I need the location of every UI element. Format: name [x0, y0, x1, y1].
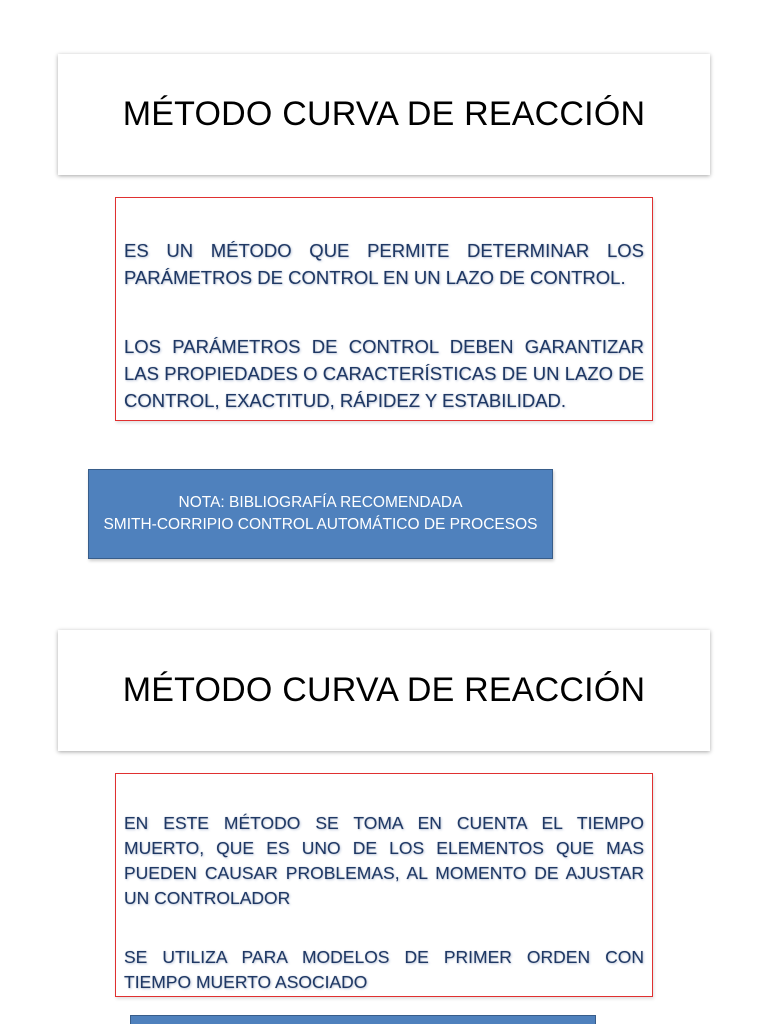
slide-1-text-box — [115, 197, 653, 421]
slide-1-paragraph-2: LOS PARÁMETROS DE CONTROL DEBEN GARANTIZAR LAS PROPIEDADES O CARACTERÍSTICAS DE UN LAZO DE CONTROL, EXACTITUD, RÁPIDEZ Y ESTABILIDAD. — [124, 336, 644, 411]
slide-2-title: MÉTODO CURVA DE REACCIÓN — [122, 671, 646, 709]
slide-2-title-box — [58, 630, 710, 751]
slide-2-paragraph-1: EN ESTE MÉTODO SE TOMA EN CUENTA EL TIEMPO MUERTO, QUE ES UNO DE LOS ELEMENTOS QUE MAS PUEDEN CAUSAR PROBLEMAS, AL MOMENTO DE AJUSTAR UN CONTROLADOR — [124, 813, 644, 908]
bibliography-note-box — [88, 469, 553, 559]
note-line-2: SMITH-CORRIPIO CONTROL AUTOMÁTICO DE PROCESOS — [103, 516, 538, 533]
slide-2-note-box-partial — [130, 1015, 596, 1024]
note-line-1: NOTA: BIBLIOGRAFÍA RECOMENDADA — [178, 494, 463, 511]
slide-1-title-box — [58, 54, 710, 175]
slide-2-text-box — [115, 773, 653, 997]
slide-1-paragraph-1: ES UN MÉTODO QUE PERMITE DETERMINAR LOS PARÁMETROS DE CONTROL EN UN LAZO DE CONTROL. — [124, 240, 644, 288]
slide-2-paragraph-2: SE UTILIZA PARA MODELOS DE PRIMER ORDEN CON TIEMPO MUERTO ASOCIADO — [124, 947, 644, 992]
slide-1-title: MÉTODO CURVA DE REACCIÓN — [122, 95, 646, 133]
